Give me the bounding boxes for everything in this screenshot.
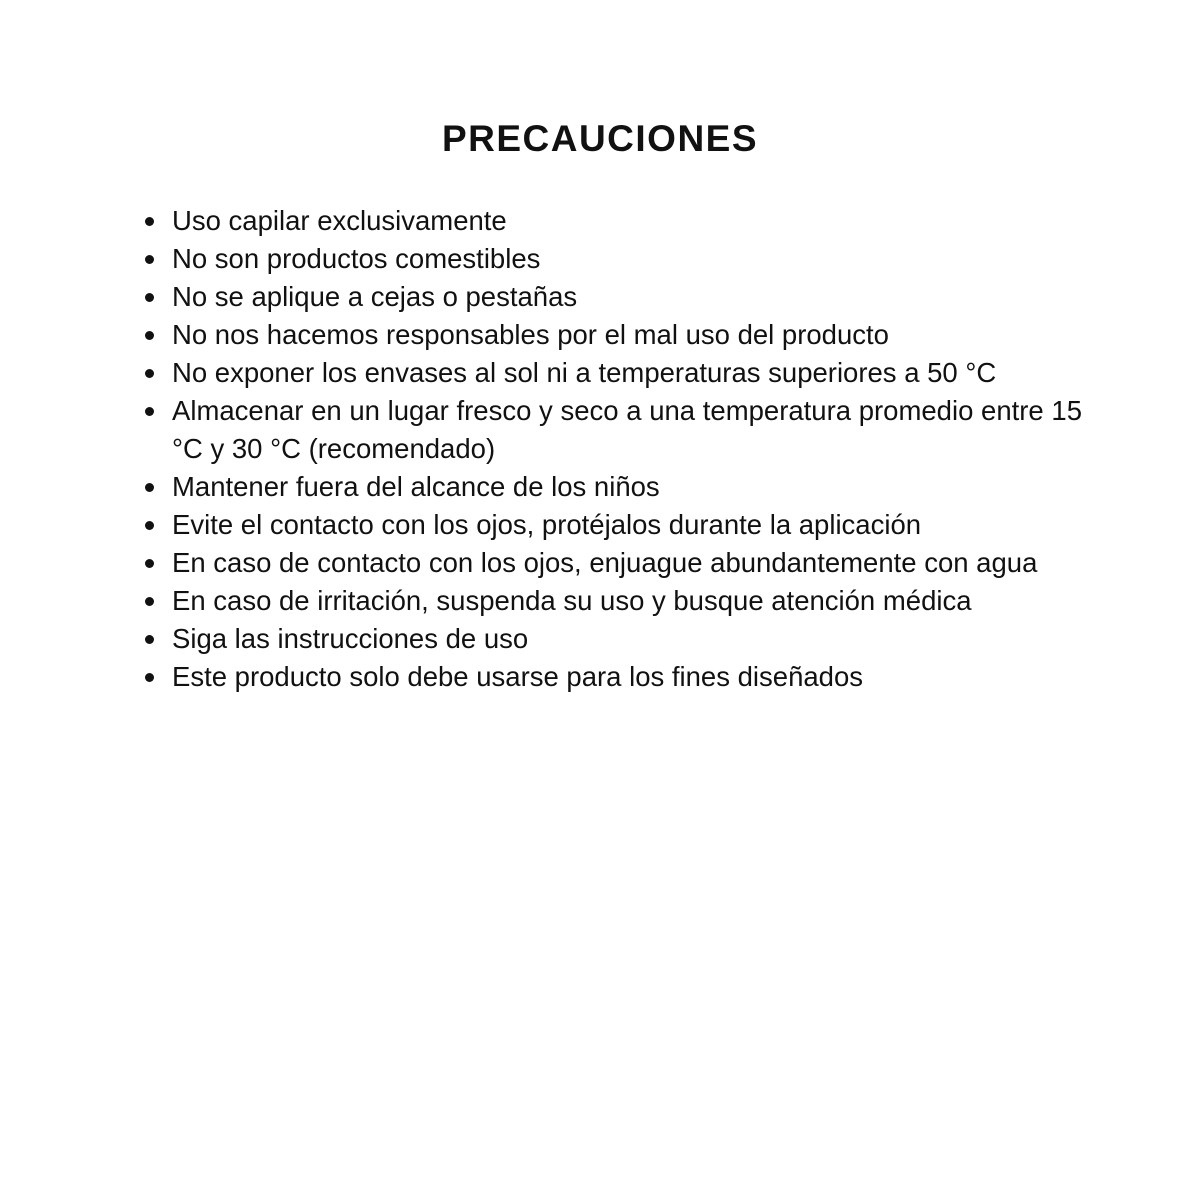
list-item: No son productos comestibles	[172, 240, 1082, 278]
list-item: No exponer los envases al sol ni a temperaturas superiores a 50 °C	[172, 354, 1082, 392]
precautions-list	[0, 202, 1200, 696]
list-item: Uso capilar exclusivamente	[172, 202, 1082, 240]
list-item: En caso de contacto con los ojos, enjuague abundantemente con agua	[172, 544, 1082, 582]
list-item: Evite el contacto con los ojos, protéjalos durante la aplicación	[172, 506, 1082, 544]
page-title: PRECAUCIONES	[441, 118, 759, 159]
list-item: Almacenar en un lugar fresco y seco a una temperatura promedio entre 15 °C y 30 °C (recomendado)	[172, 392, 1082, 468]
list-item: Mantener fuera del alcance de los niños	[172, 468, 1082, 506]
list-item: En caso de irritación, suspenda su uso y busque atención médica	[172, 582, 1082, 620]
list-item: Este producto solo debe usarse para los fines diseñados	[172, 658, 1082, 696]
list-item: No se aplique a cejas o pestañas	[172, 278, 1082, 316]
list-item: Siga las instrucciones de uso	[172, 620, 1082, 658]
list-item: No nos hacemos responsables por el mal uso del producto	[172, 316, 1082, 354]
